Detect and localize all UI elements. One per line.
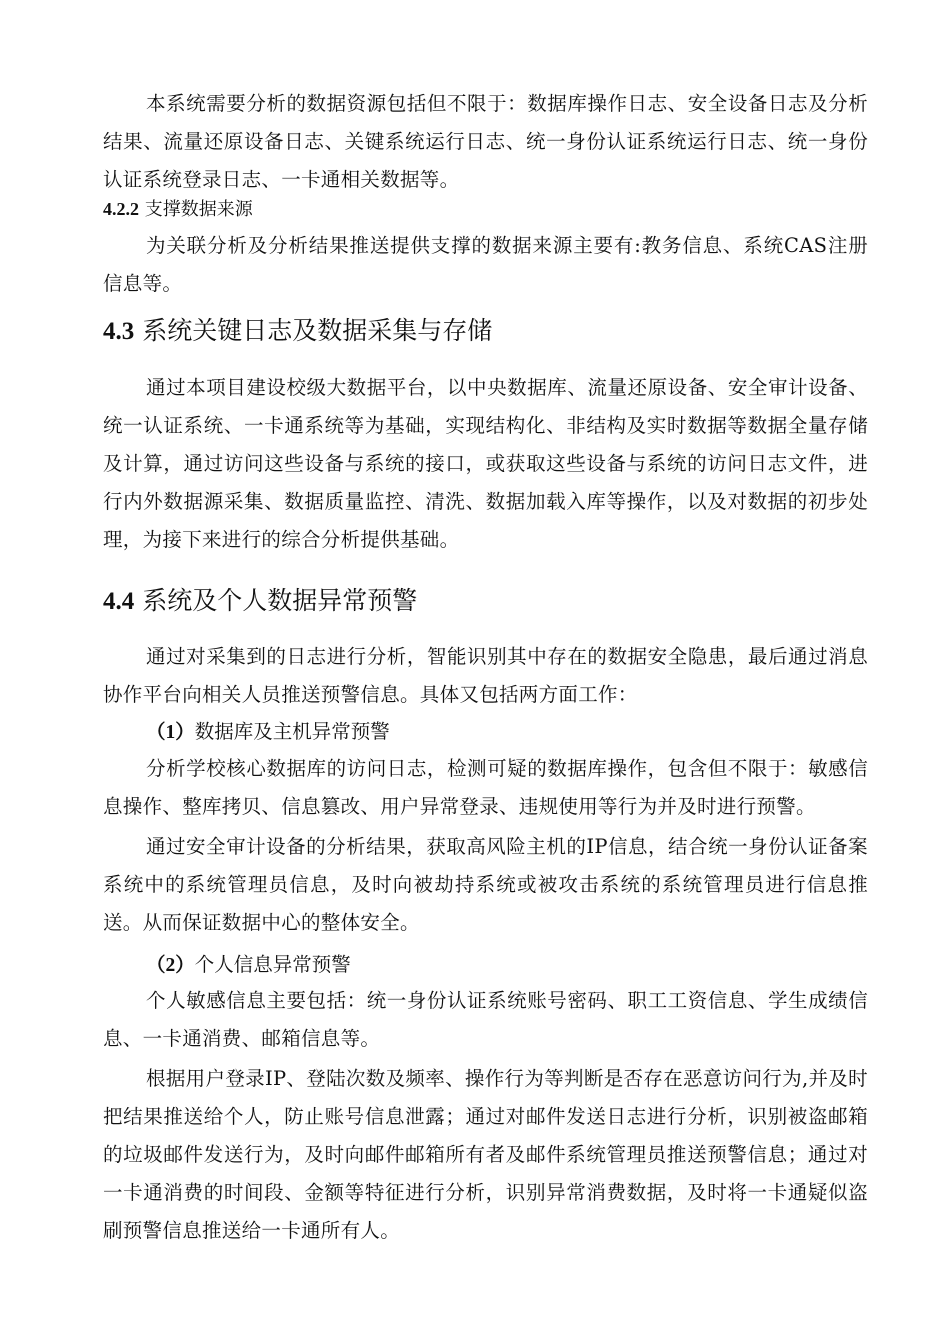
item-number: （2） bbox=[146, 955, 195, 976]
heading-text: 系统关键日志及数据采集与存储 bbox=[142, 316, 493, 345]
paragraph-sensitive-info: 个人敏感信息主要包括：统一身份认证系统账号密码、职工工资信息、学生成绩信息、一卡通消费、邮箱信息等。 bbox=[103, 989, 868, 1050]
paragraph-security-audit: 通过安全审计设备的分析结果，获取高风险主机的IP信息，结合统一身份认证备案系统中的系统管理员信息，及时向被劫持系统或被攻击系统的系统管理员进行信息推送。从而保证数据中心的整体安全。 bbox=[103, 835, 868, 934]
heading-number: 4.4 bbox=[103, 588, 135, 615]
item-personal-info-warning bbox=[146, 950, 351, 981]
heading-text: 支撑数据来源 bbox=[144, 199, 253, 220]
paragraph-data-collection: 通过本项目建设校级大数据平台，以中央数据库、流量还原设备、安全审计设备、统一认证系统、一卡通系统等为基础，实现结构化、非结构及实时数据等数据全量存储及计算，通过访问这些设备与系统的接口，或获取这些设备与系统的访问日志文件，进行内外数据源采集、数据质量监控、清洗、数据加载入库等操作，以及对数据的初步处理，为接下来进行的综合分析提供基础。 bbox=[103, 376, 868, 551]
heading-number: 4.3 bbox=[103, 318, 135, 345]
item-number: （1） bbox=[146, 722, 195, 743]
item-database-host-warning bbox=[146, 717, 390, 748]
heading-4-2-2 bbox=[103, 196, 253, 223]
heading-text: 系统及个人数据异常预警 bbox=[142, 586, 418, 615]
paragraph-supporting-data: 为关联分析及分析结果推送提供支撑的数据来源主要有:教务信息、系统CAS注册信息等。 bbox=[103, 234, 868, 295]
heading-4-4 bbox=[103, 584, 417, 619]
item-text: 个人信息异常预警 bbox=[194, 953, 351, 976]
paragraph-warning-intro: 通过对采集到的日志进行分析，智能识别其中存在的数据安全隐患，最后通过消息协作平台向相关人员推送预警信息。具体又包括两方面工作： bbox=[103, 645, 868, 706]
heading-number: 4.2.2 bbox=[103, 199, 139, 219]
paragraph-user-login-analysis: 根据用户登录IP、登陆次数及频率、操作行为等判断是否存在恶意访问行为,并及时把结果推送给个人，防止账号信息泄露；通过对邮件发送日志进行分析，识别被盗邮箱的垃圾邮件发送行为，及时向邮件邮箱所有者及邮件系统管理员推送预警信息；通过对一卡通消费的时间段、金额等特征进行分析，识别异常消费数据，及时将一卡通疑似盗刷预警信息推送给一卡通所有人。 bbox=[103, 1067, 868, 1242]
heading-4-3 bbox=[103, 314, 492, 349]
paragraph-data-resources: 本系统需要分析的数据资源包括但不限于：数据库操作日志、安全设备日志及分析结果、流量还原设备日志、关键系统运行日志、统一身份认证系统运行日志、统一身份认证系统登录日志、一卡通相关数据等。 bbox=[103, 92, 868, 191]
paragraph-database-log: 分析学校核心数据库的访问日志，检测可疑的数据库操作，包含但不限于：敏感信息操作、整库拷贝、信息篡改、用户异常登录、违规使用等行为并及时进行预警。 bbox=[103, 757, 868, 818]
item-text: 数据库及主机异常预警 bbox=[194, 720, 390, 743]
